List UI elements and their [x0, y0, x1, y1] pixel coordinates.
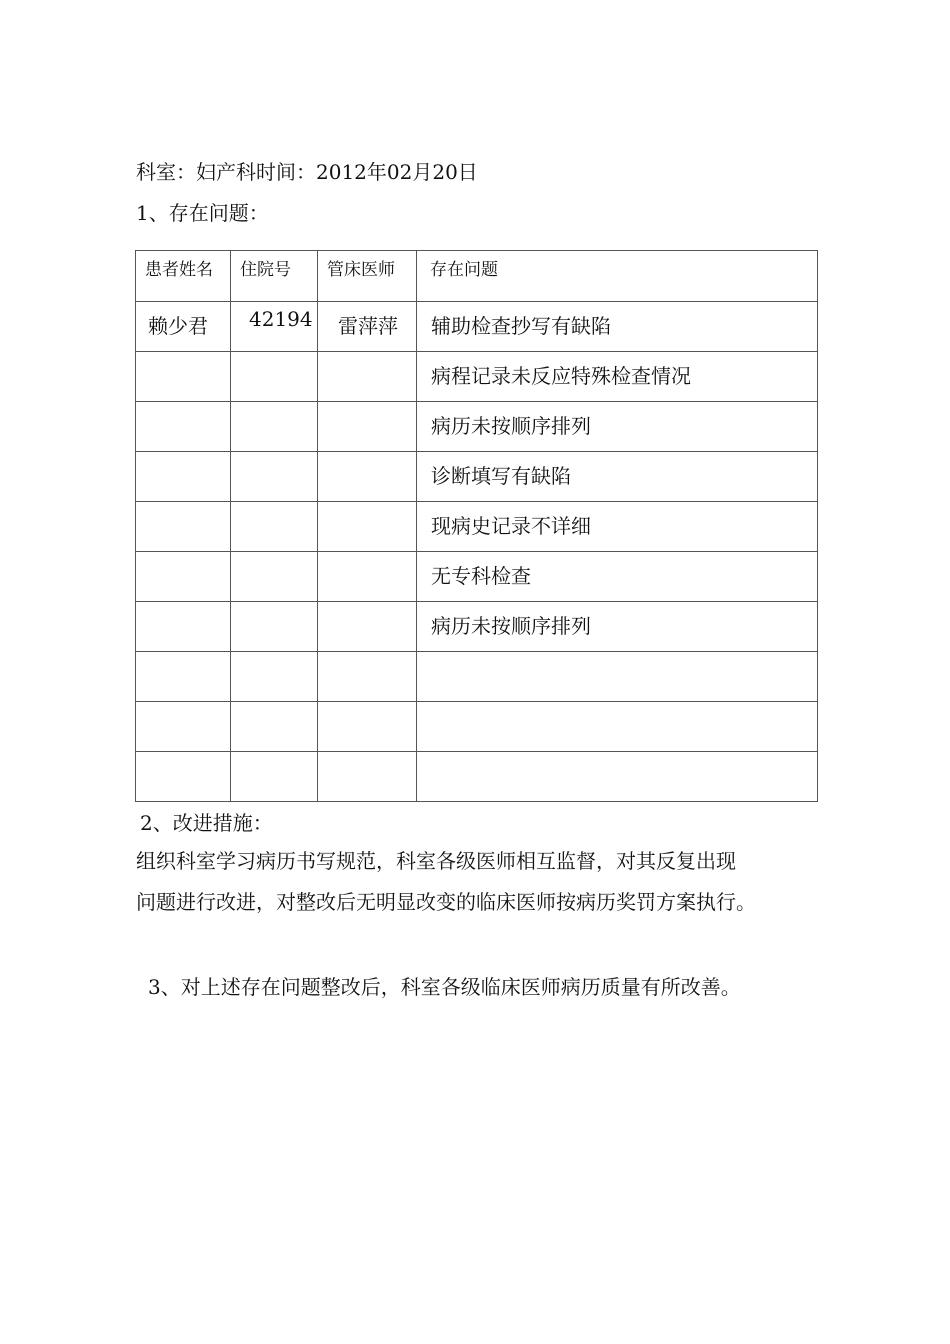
inpatient-no-cell-text [231, 352, 317, 357]
patient-name-cell-text [136, 352, 230, 360]
issue-cell-text: 诊断填写有缺陷 [431, 464, 571, 488]
patient-name-cell-text [136, 452, 230, 460]
inpatient-no-cell [231, 402, 318, 452]
doctor-cell [318, 452, 417, 502]
inpatient-no-cell [231, 552, 318, 602]
patient-name-cell-text [136, 552, 230, 560]
doctor-cell-text [318, 702, 416, 710]
column-header-issue: 存在问题 [417, 251, 818, 302]
patient-name-cell [136, 302, 231, 352]
doctor-cell-text [318, 752, 416, 760]
patient-name-cell-text [136, 602, 230, 610]
doctor-cell-text [318, 602, 416, 610]
inpatient-no-cell [231, 502, 318, 552]
column-header-inpatient-no: 住院号 [231, 251, 318, 302]
issue-cell-text: 病程记录未反应特殊检查情况 [431, 364, 691, 388]
inpatient-no-cell-text [231, 602, 317, 607]
issue-cell-text: 病历未按顺序排列 [431, 614, 591, 638]
section-3-text: 3、对上述存在问题整改后，科室各级临床医师病历质量有所改善。 [148, 975, 741, 999]
doctor-cell-text [318, 552, 416, 560]
doctor-cell [318, 302, 417, 352]
column-header-doctor: 管床医师 [318, 251, 417, 302]
issue-cell [417, 402, 818, 452]
issue-cell-text [417, 652, 817, 660]
inpatient-no-cell [231, 352, 318, 402]
patient-name-cell [136, 352, 231, 402]
table-row [136, 552, 818, 602]
doctor-cell-text [318, 352, 416, 360]
patient-name-cell [136, 402, 231, 452]
table-row [136, 352, 818, 402]
issue-cell [417, 752, 818, 802]
inpatient-no-cell-text [231, 752, 317, 757]
patient-name-cell-text [136, 702, 230, 710]
patient-name-cell [136, 652, 231, 702]
issue-cell [417, 502, 818, 552]
issue-cell [417, 602, 818, 652]
issue-cell [417, 352, 818, 402]
patient-name-cell [136, 552, 231, 602]
issue-cell-text: 现病史记录不详细 [431, 514, 591, 538]
doctor-cell [318, 552, 417, 602]
doctor-cell-text [318, 502, 416, 510]
table-row [136, 752, 818, 802]
inpatient-no-cell-text [231, 452, 317, 457]
doctor-cell-text [318, 452, 416, 460]
table-row [136, 502, 818, 552]
inpatient-no-cell-text [231, 552, 317, 557]
doctor-cell [318, 402, 417, 452]
issue-cell [417, 302, 818, 352]
measures-line-2: 问题进行改进，对整改后无明显改变的临床医师按病历奖罚方案执行。 [136, 890, 756, 914]
table-header-row [136, 251, 818, 302]
inpatient-no-cell [231, 602, 318, 652]
table-row [136, 602, 818, 652]
patient-name-cell [136, 702, 231, 752]
issue-cell [417, 702, 818, 752]
issue-cell [417, 652, 818, 702]
patient-name-cell [136, 502, 231, 552]
inpatient-no-cell-text: 42194 [249, 307, 313, 331]
doctor-cell-text [318, 402, 416, 410]
issue-cell [417, 552, 818, 602]
inpatient-no-cell-text [231, 502, 317, 507]
issue-cell-text: 病历未按顺序排列 [431, 414, 591, 438]
patient-name-cell [136, 752, 231, 802]
issues-table [135, 250, 818, 802]
table-row [136, 302, 818, 352]
table-row [136, 652, 818, 702]
doctor-cell [318, 502, 417, 552]
doctor-cell-text [318, 652, 416, 660]
section-2-title: 2、改进措施： [140, 811, 273, 835]
issue-cell-text [417, 702, 817, 710]
issue-cell-text: 无专科检查 [431, 564, 531, 588]
issue-cell [417, 452, 818, 502]
doctor-cell [318, 752, 417, 802]
patient-name-cell-text [136, 652, 230, 660]
table-row [136, 402, 818, 452]
inpatient-no-cell-text [231, 702, 317, 707]
column-header-patient-name: 患者姓名 [136, 251, 231, 302]
patient-name-cell [136, 452, 231, 502]
inpatient-no-cell [231, 652, 318, 702]
measures-line-1: 组织科室学习病历书写规范，科室各级医师相互监督，对其反复出现 [136, 849, 736, 873]
patient-name-cell-text: 赖少君 [148, 314, 208, 338]
department-date-line: 科室：妇产科时间：2012年02月20日 [136, 160, 478, 184]
issue-cell-text: 辅助检查抄写有缺陷 [431, 314, 611, 338]
doctor-cell [318, 652, 417, 702]
doctor-cell [318, 352, 417, 402]
inpatient-no-cell [231, 752, 318, 802]
inpatient-no-cell-text [231, 652, 317, 657]
table-row [136, 702, 818, 752]
patient-name-cell [136, 602, 231, 652]
section-1-title: 1、存在问题： [136, 201, 269, 225]
doctor-cell-text: 雷萍萍 [338, 314, 398, 338]
patient-name-cell-text [136, 402, 230, 410]
doctor-cell [318, 702, 417, 752]
inpatient-no-cell-text [231, 402, 317, 407]
table-row [136, 452, 818, 502]
inpatient-no-cell [231, 302, 318, 352]
inpatient-no-cell [231, 702, 318, 752]
inpatient-no-cell [231, 452, 318, 502]
patient-name-cell-text [136, 502, 230, 510]
doctor-cell [318, 602, 417, 652]
issue-cell-text [417, 752, 817, 760]
patient-name-cell-text [136, 752, 230, 760]
